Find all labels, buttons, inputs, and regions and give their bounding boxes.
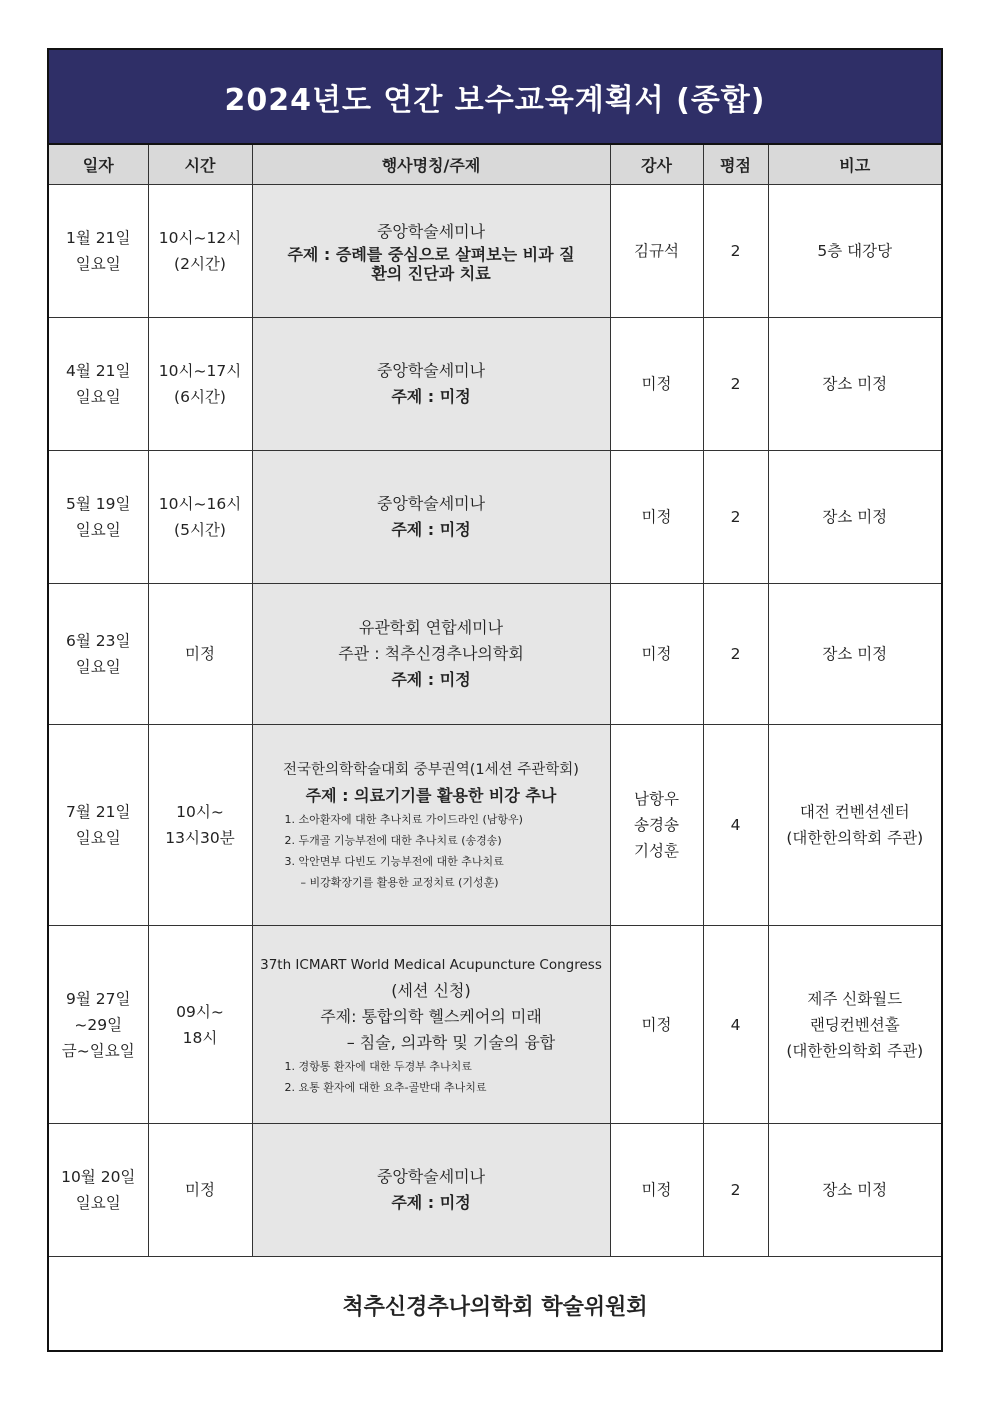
time-text: 10시~17시 bbox=[158, 362, 242, 380]
session-item: – 비강확장기를 활용한 교정치료 (기성훈) bbox=[300, 876, 499, 889]
session-item: 1. 소아환자에 대한 추나치료 가이드라인 (남항우) bbox=[284, 813, 523, 826]
table-row bbox=[49, 1124, 941, 1257]
time-text: 10시~ bbox=[176, 803, 224, 821]
note-cell bbox=[768, 926, 941, 1124]
table-row bbox=[49, 318, 941, 451]
note-line: 제주 신화월드 bbox=[807, 989, 903, 1008]
day-text: 일요일 bbox=[75, 658, 121, 676]
table-row bbox=[49, 451, 941, 584]
event-cell bbox=[252, 926, 610, 1124]
event-topic: 주제 : 미정 bbox=[391, 520, 471, 539]
date-text: 7월 21일 bbox=[66, 803, 131, 821]
date-cell bbox=[49, 318, 148, 451]
session-item: 3. 악안면부 다빈도 기능부전에 대한 추나치료 bbox=[284, 855, 504, 868]
note-cell: 5층 대강당 bbox=[768, 185, 941, 318]
event-topic: 주제 : 의료기기를 활용한 비강 추나 bbox=[305, 786, 557, 805]
note-cell bbox=[768, 725, 941, 926]
time-cell: 미정 bbox=[148, 1124, 252, 1257]
header-credit: 평점 bbox=[703, 145, 768, 185]
note-cell: 장소 미정 bbox=[768, 1124, 941, 1257]
time-end-text: 18시 bbox=[182, 1028, 218, 1047]
event-name: 중앙학술세미나 bbox=[376, 1167, 486, 1186]
header-time: 시간 bbox=[148, 145, 252, 185]
day-text: 일요일 bbox=[75, 255, 121, 273]
note-line: (대한한의학회 주관) bbox=[786, 1041, 924, 1060]
header-row bbox=[49, 145, 941, 185]
event-cell bbox=[252, 725, 610, 926]
lecturer-cell: 미정 bbox=[610, 451, 703, 584]
time-cell bbox=[148, 926, 252, 1124]
time-end-text: 13시30분 bbox=[165, 829, 235, 847]
credit-cell: 4 bbox=[703, 926, 768, 1124]
date-cell bbox=[49, 451, 148, 584]
event-topic: 주제 : 증례를 중심으로 살펴보는 비과 질환의 진단과 치료 bbox=[287, 245, 575, 283]
session-item: 1. 경항통 환자에 대한 두경부 추나치료 bbox=[284, 1059, 472, 1073]
table-row bbox=[49, 584, 941, 725]
event-topic: 주제 : 미정 bbox=[391, 670, 471, 689]
time-cell bbox=[148, 185, 252, 318]
lecturer-cell bbox=[610, 725, 703, 926]
credit-cell: 2 bbox=[703, 318, 768, 451]
time-cell bbox=[148, 318, 252, 451]
header-note: 비고 bbox=[768, 145, 941, 185]
event-name: 중앙학술세미나 bbox=[376, 222, 486, 241]
time-cell bbox=[148, 725, 252, 926]
time-cell: 미정 bbox=[148, 584, 252, 725]
day-text: 일요일 bbox=[75, 388, 121, 406]
date-cell bbox=[49, 926, 148, 1124]
table-row bbox=[49, 725, 941, 926]
time-text: 10시~16시 bbox=[158, 495, 242, 513]
time-cell bbox=[148, 451, 252, 584]
event-subtitle: (세션 신청) bbox=[391, 980, 471, 1000]
event-topic: 주제: 통합의학 헬스케어의 미래 bbox=[320, 1006, 542, 1026]
note-line: 대전 컨벤션센터 bbox=[799, 803, 910, 821]
event-cell bbox=[252, 451, 610, 584]
schedule-table bbox=[49, 145, 941, 1257]
note-cell: 장소 미정 bbox=[768, 584, 941, 725]
date-cell bbox=[49, 584, 148, 725]
lecturer-name: 송경송 bbox=[634, 816, 679, 834]
event-host: 주관 : 척추신경추나의학회 bbox=[338, 644, 524, 663]
plan-document bbox=[47, 48, 943, 1352]
duration-text: (5시간) bbox=[174, 521, 226, 539]
table-row bbox=[49, 926, 941, 1124]
lecturer-cell: 미정 bbox=[610, 926, 703, 1124]
lecturer-cell: 미정 bbox=[610, 318, 703, 451]
credit-cell: 2 bbox=[703, 1124, 768, 1257]
duration-text: (6시간) bbox=[174, 388, 226, 406]
date-text: 4월 21일 bbox=[66, 362, 131, 380]
duration-text: (2시간) bbox=[174, 255, 226, 273]
header-date: 일자 bbox=[49, 145, 148, 185]
day-text: 금~일요일 bbox=[61, 1041, 135, 1060]
lecturer-cell: 미정 bbox=[610, 584, 703, 725]
day-text: 일요일 bbox=[75, 1194, 121, 1212]
time-text: 09시~ bbox=[176, 1002, 224, 1021]
session-item: 2. 요통 환자에 대한 요추-골반대 추나치료 bbox=[284, 1080, 487, 1094]
event-cell bbox=[252, 185, 610, 318]
lecturer-name: 남항우 bbox=[634, 790, 679, 808]
credit-cell: 2 bbox=[703, 584, 768, 725]
date-range-text: ~29일 bbox=[74, 1015, 123, 1034]
table-row bbox=[49, 185, 941, 318]
header-lecturer: 강사 bbox=[610, 145, 703, 185]
header-event: 행사명칭/주제 bbox=[252, 145, 610, 185]
event-cell bbox=[252, 318, 610, 451]
event-name: 유관학회 연합세미나 bbox=[358, 618, 504, 637]
credit-cell: 2 bbox=[703, 451, 768, 584]
day-text: 일요일 bbox=[75, 521, 121, 539]
credit-cell: 4 bbox=[703, 725, 768, 926]
note-cell: 장소 미정 bbox=[768, 318, 941, 451]
time-text: 10시~12시 bbox=[158, 229, 242, 247]
event-name: 중앙학술세미나 bbox=[376, 361, 486, 380]
event-cell bbox=[252, 1124, 610, 1257]
event-topic-sub: – 침술, 의과학 및 기술의 융합 bbox=[346, 1032, 556, 1052]
lecturer-name: 기성훈 bbox=[634, 842, 679, 860]
lecturer-cell: 김규석 bbox=[610, 185, 703, 318]
event-name: 37th ICMART World Medical Acupuncture Congress bbox=[260, 956, 602, 973]
date-text: 5월 19일 bbox=[66, 495, 131, 513]
date-text: 6월 23일 bbox=[66, 632, 131, 650]
date-text: 10월 20일 bbox=[61, 1168, 136, 1186]
note-line: (대한한의학회 주관) bbox=[786, 829, 924, 847]
note-cell: 장소 미정 bbox=[768, 451, 941, 584]
event-topic: 주제 : 미정 bbox=[391, 1193, 471, 1212]
session-item: 2. 두개골 기능부전에 대한 추나치료 (송경송) bbox=[284, 834, 502, 847]
footer-organization: 척추신경추나의학회 학술위원회 bbox=[342, 1294, 648, 1320]
event-topic: 주제 : 미정 bbox=[391, 387, 471, 406]
document-title: 2024년도 연간 보수교육계획서 (종합) bbox=[49, 50, 941, 145]
date-cell bbox=[49, 1124, 148, 1257]
event-cell bbox=[252, 584, 610, 725]
event-name: 전국한의학학술대회 중부권역(1세션 주관학회) bbox=[283, 762, 579, 778]
credit-cell: 2 bbox=[703, 185, 768, 318]
day-text: 일요일 bbox=[75, 829, 121, 847]
date-text: 9월 27일 bbox=[66, 989, 131, 1008]
date-text: 1월 21일 bbox=[66, 229, 131, 247]
date-cell bbox=[49, 725, 148, 926]
lecturer-cell: 미정 bbox=[610, 1124, 703, 1257]
date-cell bbox=[49, 185, 148, 318]
note-line: 랜딩컨벤션홀 bbox=[809, 1015, 900, 1034]
event-name: 중앙학술세미나 bbox=[376, 494, 486, 513]
